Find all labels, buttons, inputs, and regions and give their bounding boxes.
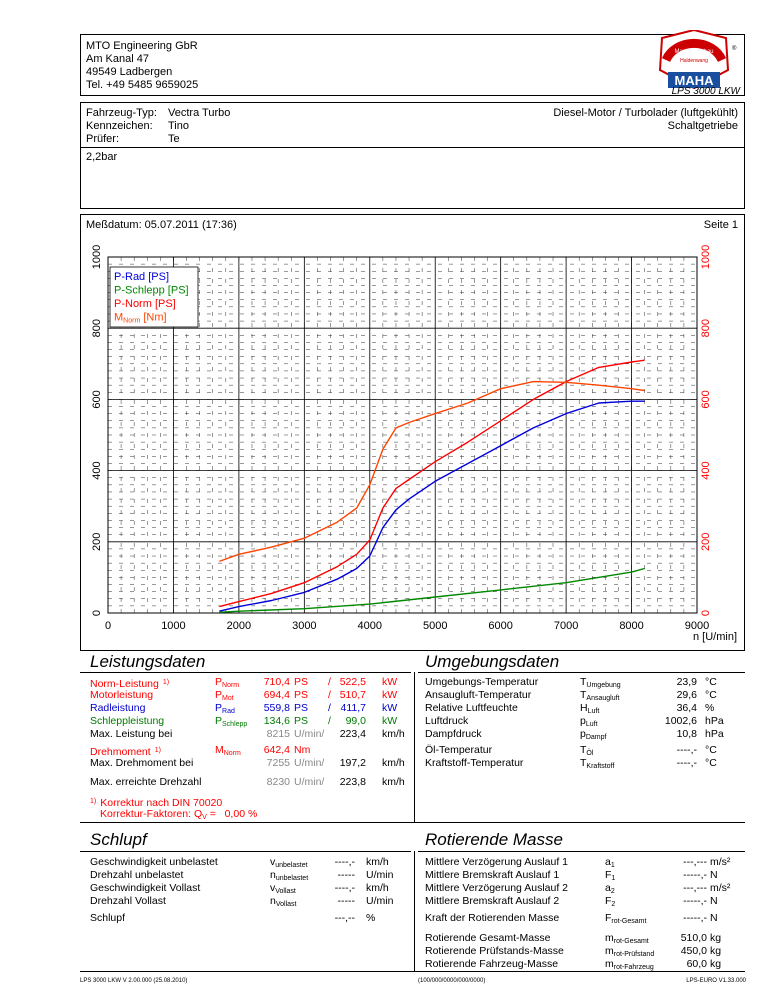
type-value: Vectra Turbo <box>168 107 231 119</box>
remark-box <box>80 147 745 209</box>
leistung-kw-value: 510,7 <box>339 689 366 701</box>
leistung-label-text: Motorleistung <box>90 689 154 701</box>
umgebung-rule <box>418 672 745 673</box>
torque-symbol-symbol: M <box>215 744 224 756</box>
rot-symbol-subscript: 1 <box>610 862 615 869</box>
schlupf-value: ----- <box>337 895 355 907</box>
rot-value: -----,- <box>683 869 707 881</box>
rot-unit: m/s² <box>710 856 731 868</box>
umgebung-symbol-symbol: T <box>580 689 587 701</box>
rot-mass-symbol-subscript: rot-Prüfstand <box>613 951 655 958</box>
umgebung-label: Öl-Temperatur <box>425 744 493 756</box>
rot-symbol-subscript: 2 <box>611 901 616 908</box>
leistung-symbol-symbol: P <box>215 689 223 701</box>
umgebung-value: 10,8 <box>676 728 697 740</box>
rot-label: Mittlere Verzögerung Auslauf 2 <box>425 882 569 894</box>
schlupf-title: Schlupf <box>90 830 147 849</box>
torque-value: 642,4 <box>263 744 290 756</box>
x-tick-label: 2000 <box>226 620 252 632</box>
leistung-ps-value: 559,8 <box>263 702 290 714</box>
rot-mass-unit: kg <box>710 945 722 957</box>
leistung-row <box>90 676 410 689</box>
max-torque-speed-unit: km/h <box>382 757 405 769</box>
umgebung-value: ----,- <box>676 757 697 769</box>
umgebung-symbol-subscript: Umgebung <box>586 682 621 689</box>
leistung-title: Leistungsdaten <box>90 652 206 671</box>
umgebung-label: Kraftstoff-Temperatur <box>425 757 524 769</box>
schlupf-value: ----- <box>337 869 355 881</box>
schlupf-value: ----,- <box>334 856 355 868</box>
x-tick-label: 8000 <box>619 620 644 632</box>
company-street: Am Kanal 47 <box>86 53 149 65</box>
schlupf-unit: U/min <box>366 895 394 907</box>
umgebung-row <box>425 715 745 728</box>
leistung-label <box>90 689 153 702</box>
x-tick-label: 4000 <box>357 620 383 632</box>
max-rpm-speed: 223,8 <box>339 776 366 788</box>
y-tick-label-left: 200 <box>91 532 103 551</box>
torque-symbol-subscript: Norm <box>223 750 241 757</box>
slip-row <box>90 912 410 925</box>
schlupf-label: Geschwindigkeit unbelastet <box>90 856 218 868</box>
umgebung-row <box>425 689 745 702</box>
leistung-row <box>90 702 410 715</box>
y-tick-label-right: 1000 <box>700 244 712 270</box>
y-tick-label-left: 1000 <box>91 244 103 270</box>
leistung-separator: / <box>328 689 331 701</box>
rot-mass-value: 60,0 <box>686 958 707 970</box>
umgebung-value: 36,4 <box>676 702 697 714</box>
umgebung-unit: °C <box>705 689 717 701</box>
power-torque-chart <box>80 214 745 651</box>
legend-entry: MNorm [Nm] <box>114 311 167 325</box>
y-tick-label-left: 600 <box>91 390 103 409</box>
rot-symbol-subscript: 1 <box>611 875 616 882</box>
leistung-kw-unit: kW <box>382 689 398 701</box>
din-note-text: Korrektur nach DIN 70020 <box>100 797 223 809</box>
leistung-kw-value: 99,0 <box>345 715 366 727</box>
max-power-rpm-unit: U/min/ <box>294 728 325 740</box>
max-torque-speed: 197,2 <box>339 757 366 769</box>
leistung-kw-unit: kW <box>382 676 398 688</box>
umgebung-row <box>425 757 745 770</box>
rot-mass-symbol-symbol: m <box>605 932 614 944</box>
rot-mass-label: Rotierende Fahrzeug-Masse <box>425 958 559 970</box>
rotierende-title: Rotierende Masse <box>425 830 563 849</box>
schlupf-label: Drehzahl Vollast <box>90 895 166 907</box>
x-tick-label: 9000 <box>684 620 710 632</box>
umgebung-row <box>425 744 745 757</box>
leistung-label-text: Radleistung <box>90 702 146 714</box>
rot-mass-symbol-symbol: m <box>605 945 614 957</box>
schlupf-symbol-symbol: v <box>270 856 276 868</box>
rot-mass-row <box>425 945 745 958</box>
rot-value: ---,--- <box>683 882 707 894</box>
rot-symbol-symbol: F <box>605 895 612 907</box>
schlupf-rule <box>80 851 411 852</box>
footer-rule <box>80 971 745 972</box>
umgebung-symbol <box>580 728 606 744</box>
rot-row <box>425 895 745 908</box>
schlupf-symbol-symbol: n <box>270 869 276 881</box>
mid-divider-2 <box>414 851 415 971</box>
max-torque-label: Max. Drehmoment bei <box>90 757 194 769</box>
umgebung-label: Ansaugluft-Temperatur <box>425 689 532 701</box>
rot-mass-symbol-subscript: rot-Gesamt <box>613 938 649 945</box>
max-torque-rpm: 7255 <box>266 757 290 769</box>
umgebung-symbol-symbol: T <box>580 676 587 688</box>
schlupf-row <box>90 856 410 869</box>
schlupf-value: ----,- <box>334 882 355 894</box>
leistung-label-text: Schleppleistung <box>90 715 165 727</box>
umgebung-unit: °C <box>705 757 717 769</box>
max-torque-rpm-unit: U/min/ <box>294 757 325 769</box>
rot-symbol-subscript: 2 <box>610 888 615 895</box>
rot-label: Mittlere Verzögerung Auslauf 1 <box>425 856 569 868</box>
max-power-speed: 223,4 <box>339 728 366 740</box>
umgebung-label: Relative Luftfeuchte <box>425 702 518 714</box>
rot-force-value: -----,- <box>683 912 707 924</box>
legend-entry: P-Schlepp [PS] <box>114 284 189 297</box>
leistung-separator: / <box>328 715 331 727</box>
leistung-rule <box>80 672 411 673</box>
rot-value: ---,--- <box>683 856 707 868</box>
umgebung-value: 29,6 <box>676 689 697 701</box>
rot-mass-label: Rotierende Gesamt-Masse <box>425 932 551 944</box>
max-rpm-label: Max. erreichte Drehzahl <box>90 776 202 788</box>
slip-unit: % <box>366 912 376 924</box>
leistung-ps-unit: PS <box>294 676 309 688</box>
leistung-symbol-symbol: P <box>215 715 223 727</box>
y-tick-label-right: 600 <box>700 390 712 409</box>
section-rule-1 <box>80 822 745 823</box>
schlupf-row <box>90 882 410 895</box>
rot-force-symbol-symbol: F <box>605 912 612 924</box>
remark-text: 2,2bar <box>86 151 118 163</box>
rot-symbol-symbol: a <box>605 856 611 868</box>
umgebung-symbol-subscript: Dampf <box>585 734 607 741</box>
leistung-separator: / <box>328 702 331 714</box>
leistung-ps-unit: PS <box>294 702 309 714</box>
umgebung-symbol-subscript: Luft <box>585 721 598 728</box>
leistung-separator: / <box>328 676 331 688</box>
schlupf-symbol-subscript: unbelastet <box>275 875 309 882</box>
rot-mass-value: 510,0 <box>680 932 707 944</box>
footer-left: LPS 3000 LKW V 2.00.000 (25.08.2010) <box>80 978 188 984</box>
umgebung-unit: °C <box>705 676 717 688</box>
rot-mass-label: Rotierende Prüfstands-Masse <box>425 945 564 957</box>
rot-mass-row <box>425 958 745 971</box>
leistung-label-text: Norm-Leistung <box>90 678 159 690</box>
correction-factor <box>100 808 410 821</box>
umgebung-symbol <box>580 757 614 773</box>
umgebung-symbol-symbol: p <box>580 715 586 727</box>
gearbox-type: Schaltgetriebe <box>667 120 738 132</box>
rot-value: -----,- <box>683 895 707 907</box>
rotierende-rule <box>418 851 745 852</box>
rot-unit: m/s² <box>710 882 731 894</box>
max-torque-row <box>90 757 410 770</box>
schlupf-symbol <box>270 895 296 911</box>
umgebung-symbol-subscript: Luft <box>587 708 600 715</box>
vehicle-info <box>86 107 230 146</box>
torque-unit: Nm <box>294 744 311 756</box>
correction-label: Korrektur-Faktoren: Q <box>100 808 203 820</box>
umgebung-symbol-symbol: T <box>580 744 587 756</box>
umgebung-row <box>425 676 745 689</box>
series-line-1 <box>219 569 644 613</box>
slip-label: Schlupf <box>90 912 126 924</box>
max-rpm-speed-unit: km/h <box>382 776 405 788</box>
max-rpm-row <box>90 776 410 789</box>
umgebung-label: Umgebungs-Temperatur <box>425 676 539 688</box>
rot-force-label: Kraft der Rotierenden Masse <box>425 912 560 924</box>
y-tick-label-right: 0 <box>700 609 712 617</box>
correction-subscript: V <box>202 814 207 821</box>
schlupf-symbol-subscript: unbelastet <box>275 862 308 869</box>
x-tick-label: 6000 <box>488 620 513 632</box>
leistung-kw-unit: kW <box>382 715 398 727</box>
umgebung-symbol-symbol: p <box>580 728 586 740</box>
plate-label: Kennzeichen: <box>86 120 153 132</box>
legend-entry: P-Norm [PS] <box>114 298 176 310</box>
rot-unit: N <box>710 869 718 881</box>
company-phone: Tel. +49 5485 9659025 <box>86 79 199 91</box>
torque-row <box>90 744 410 757</box>
x-axis-label: n [U/min] <box>692 631 737 643</box>
leistung-symbol-subscript: Norm <box>222 682 240 689</box>
leistung-ps-unit: PS <box>294 715 309 727</box>
company-name: MTO Engineering GbR <box>86 40 198 52</box>
rot-mass-symbol-symbol: m <box>605 958 614 970</box>
rot-mass-unit: kg <box>710 932 722 944</box>
max-rpm-unit: U/min/ <box>294 776 325 788</box>
footnote-mark: 1) <box>90 798 97 805</box>
leistung-row <box>90 715 410 728</box>
rot-label: Mittlere Bremskraft Auslauf 2 <box>425 895 560 907</box>
umgebung-symbol-symbol: T <box>580 757 587 769</box>
correction-value: = 0,00 % <box>206 808 258 820</box>
umgebung-label: Luftdruck <box>425 715 469 727</box>
umgebung-symbol-subscript: Ansaugluft <box>586 695 620 702</box>
leistung-symbol-subscript: Rad <box>222 708 235 715</box>
max-power-rpm: 8215 <box>266 728 290 740</box>
svg-text:Maschinenbau: Maschinenbau <box>674 49 714 55</box>
leistung-kw-value: 522,5 <box>339 676 366 688</box>
slip-value: ---,-- <box>334 912 355 924</box>
schlupf-label: Geschwindigkeit Vollast <box>90 882 201 894</box>
footer-right: LPS-EURO V1.33.000 <box>686 978 746 984</box>
svg-text:®: ® <box>732 46 737 52</box>
measure-date: Meßdatum: 05.07.2011 (17:36) <box>86 219 237 231</box>
rot-force-symbol <box>605 912 646 928</box>
umgebung-value: 23,9 <box>676 676 697 688</box>
type-label: Fahrzeug-Typ: <box>86 107 157 119</box>
footnote-mark: 1) <box>154 747 161 754</box>
schlupf-label: Drehzahl unbelastet <box>90 869 184 881</box>
x-tick-label: 3000 <box>292 620 317 632</box>
schlupf-row <box>90 895 410 908</box>
leistung-symbol-subscript: Schlepp <box>222 721 248 728</box>
legend-entry: P-Rad [PS] <box>114 271 170 283</box>
leistung-symbol-symbol: P <box>215 702 223 714</box>
schlupf-unit: km/h <box>366 882 389 894</box>
rot-row <box>425 856 745 869</box>
leistung-label <box>90 702 145 715</box>
company-address <box>86 40 198 92</box>
page-number: Seite 1 <box>703 219 738 231</box>
plate-value: Tino <box>168 120 189 132</box>
x-tick-label: 0 <box>104 620 112 632</box>
umgebung-unit: hPa <box>705 728 724 740</box>
tester-label: Prüfer: <box>86 133 120 145</box>
leistung-kw-value: 411,7 <box>340 702 366 714</box>
umgebung-unit: % <box>705 702 715 714</box>
leistung-ps-unit: PS <box>294 689 309 701</box>
max-power-row <box>90 728 410 741</box>
leistung-ps-value: 710,4 <box>263 676 290 688</box>
rot-row <box>425 869 745 882</box>
max-power-label: Max. Leistung bei <box>90 728 173 740</box>
x-tick-label: 5000 <box>422 620 448 632</box>
leistung-kw-unit: kW <box>382 702 398 714</box>
company-city: 49549 Ladbergen <box>86 66 173 78</box>
leistung-ps-value: 134,6 <box>263 715 290 727</box>
schlupf-unit: km/h <box>366 856 389 868</box>
y-tick-label-right: 400 <box>700 461 712 480</box>
leistung-row <box>90 689 410 702</box>
mid-divider <box>414 672 415 822</box>
leistung-label <box>90 715 164 728</box>
umgebung-title: Umgebungsdaten <box>425 652 560 671</box>
x-tick-label: 1000 <box>161 620 186 632</box>
y-tick-label-left: 0 <box>91 609 103 617</box>
rot-mass-symbol-subscript: rot-Fahrzeug <box>613 964 654 971</box>
rot-row <box>425 882 745 895</box>
rot-unit: N <box>710 895 718 907</box>
din-note <box>90 795 410 808</box>
max-rpm-value: 8230 <box>266 776 290 788</box>
umgebung-row <box>425 728 745 741</box>
schlupf-symbol-symbol: n <box>270 895 276 907</box>
rot-symbol <box>605 895 615 911</box>
umgebung-label: Dampfdruck <box>425 728 482 740</box>
footnote-mark: 1) <box>162 679 170 686</box>
rot-force-symbol-subscript: rot-Gesamt <box>611 918 647 925</box>
rot-mass-value: 450,0 <box>680 945 707 957</box>
rot-force-unit: N <box>710 912 718 924</box>
umgebung-symbol-subscript: Kraftstoff <box>586 763 615 770</box>
umgebung-row <box>425 702 745 715</box>
tester-value: Te <box>168 133 180 145</box>
schlupf-unit: U/min <box>366 869 394 881</box>
leistung-symbol-subscript: Mot <box>222 695 234 702</box>
umgebung-symbol-symbol: H <box>580 702 588 714</box>
umgebung-unit: hPa <box>705 715 724 727</box>
torque-label-text: Drehmoment <box>90 746 151 758</box>
schlupf-row <box>90 869 410 882</box>
y-tick-label-right: 200 <box>700 532 712 551</box>
leistung-ps-value: 694,4 <box>263 689 290 701</box>
rot-mass-unit: kg <box>710 958 722 970</box>
footer-center: (100/000/0000/000/0000) <box>418 978 486 984</box>
rot-symbol-symbol: a <box>605 882 611 894</box>
umgebung-value: ----,- <box>676 744 697 756</box>
engine-type: Diesel-Motor / Turbolader (luftgekühlt) <box>553 107 738 119</box>
max-power-speed-unit: km/h <box>382 728 405 740</box>
umgebung-symbol-subscript: Öl <box>586 750 594 757</box>
y-tick-label-left: 400 <box>91 461 103 480</box>
x-tick-label: 7000 <box>553 620 579 632</box>
schlupf-symbol-symbol: v <box>270 882 276 894</box>
svg-text:MAHA: MAHA <box>674 73 714 88</box>
rot-force-row <box>425 912 745 925</box>
umgebung-value: 1002,6 <box>664 715 697 727</box>
y-tick-label-left: 800 <box>91 319 103 338</box>
leistung-symbol-symbol: P <box>215 676 223 688</box>
y-tick-label-right: 800 <box>700 319 712 338</box>
rot-label: Mittlere Bremskraft Auslauf 1 <box>425 869 560 881</box>
rot-symbol-symbol: F <box>605 869 612 881</box>
umgebung-unit: °C <box>705 744 717 756</box>
rot-mass-row <box>425 932 745 945</box>
model-label: LPS 3000 LKW <box>671 86 740 97</box>
engine-info <box>553 107 738 133</box>
svg-text:Haldenwang: Haldenwang <box>680 58 708 64</box>
schlupf-symbol-subscript: Vollast <box>275 888 296 895</box>
schlupf-symbol-subscript: Vollast <box>275 901 297 908</box>
